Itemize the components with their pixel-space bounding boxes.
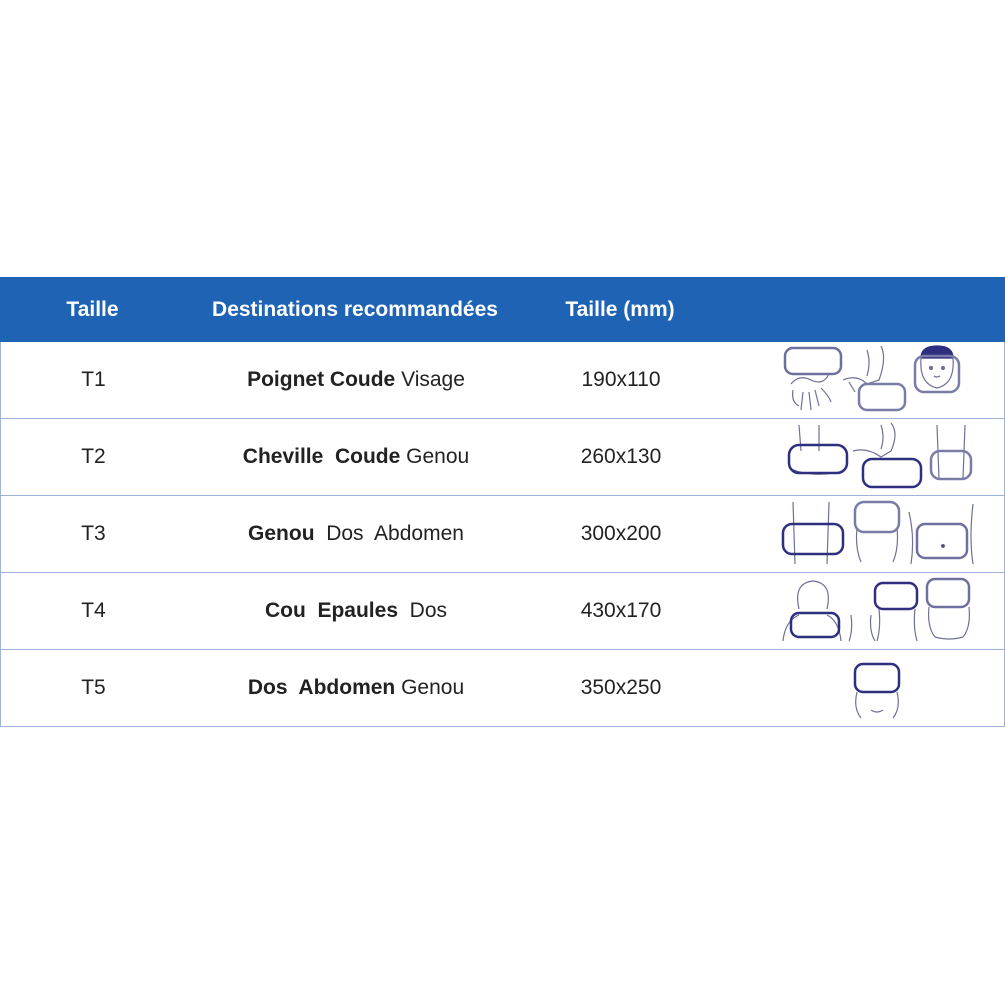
size-table [0, 277, 1005, 728]
dest-regular: Genou [395, 676, 465, 699]
row-size: T4 [81, 599, 106, 622]
dest-regular: Genou [400, 445, 470, 468]
row-size: T5 [81, 676, 106, 699]
row-dimensions: 350x250 [580, 676, 662, 699]
dest-bold: Cheville Coude [242, 445, 401, 468]
dest-bold: Poignet Coude [247, 368, 396, 391]
row-size: T2 [81, 445, 106, 468]
ankle-elbow-knee-icon [771, 421, 981, 493]
row-size: T1 [81, 368, 106, 391]
table-row [0, 650, 1005, 727]
table-row [0, 496, 1005, 573]
header-size: Taille [66, 298, 119, 321]
row-destinations [186, 573, 526, 649]
row-dimensions: 300x200 [580, 522, 662, 545]
knee-back-abdomen-icon [771, 498, 981, 570]
header-destinations: Destinations recommandées [212, 298, 498, 321]
wrist-elbow-face-icon [771, 344, 981, 416]
row-destinations [186, 342, 526, 418]
dest-regular: Visage [395, 368, 465, 391]
table-header [0, 277, 1005, 342]
dest-bold: Genou [248, 522, 315, 545]
dest-bold: Cou Epaules [264, 599, 398, 622]
header-dimensions: Taille (mm) [565, 298, 675, 321]
row-destinations [186, 650, 526, 726]
row-destinations [186, 419, 526, 495]
row-dimensions: 190x110 [581, 368, 661, 391]
table-row [0, 573, 1005, 650]
dest-regular: Dos Abdomen [314, 522, 464, 545]
table-row [0, 419, 1005, 496]
neck-shoulders-back-icon [771, 575, 981, 647]
row-size: T3 [81, 522, 106, 545]
dest-regular: Dos [398, 599, 448, 622]
row-dimensions: 260x130 [580, 445, 662, 468]
back-abdomen-icon [771, 652, 981, 724]
table-row [0, 342, 1005, 419]
row-destinations [186, 496, 526, 572]
row-dimensions: 430x170 [580, 599, 662, 622]
dest-bold: Dos Abdomen [247, 676, 396, 699]
